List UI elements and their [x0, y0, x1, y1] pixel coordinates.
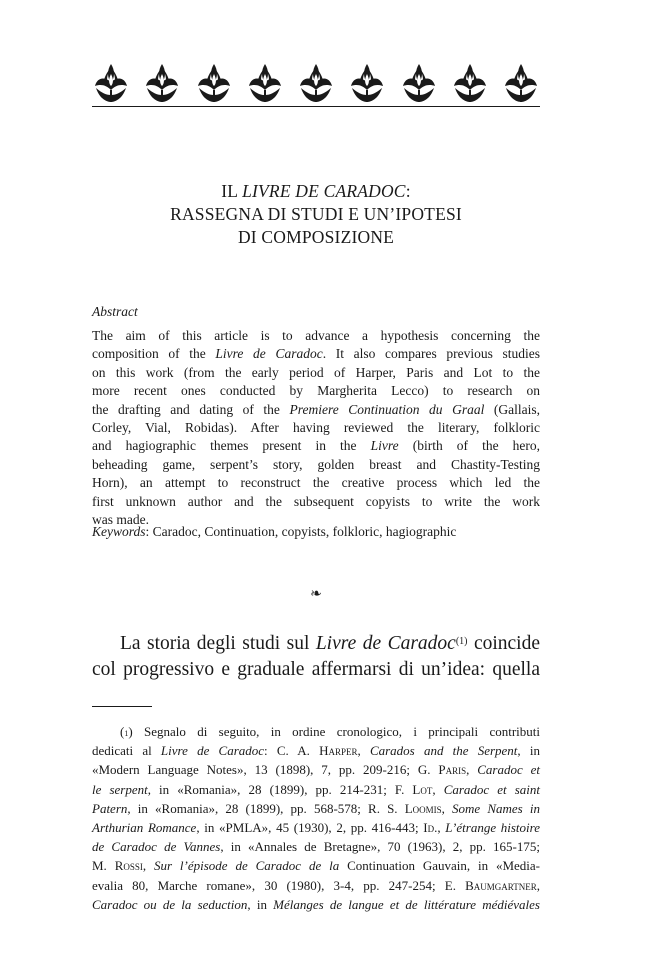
footnote-marker: 1 — [124, 729, 129, 738]
body-line: La storia degli studi sul Livre de Caradoc$^{(1)}$ coincide — [120, 633, 541, 654]
footnote-line: «Modern Language Notes», 13 (1898), 7, pp. 209-216; G. Paris, Caradoc et — [92, 762, 540, 778]
footnote-line: evalia 80, Marche romane», 30 (1980), 3-4, pp. 247-254; E. Baumgartner, — [92, 877, 540, 893]
footnote-line: de Caradoc de Vannes, in «Annales de Bretagne», 70 (1963), 2, pp. 165-175; — [92, 839, 540, 855]
lotus-ornament-icon — [451, 60, 489, 104]
keywords — [92, 523, 540, 541]
abstract-text — [92, 327, 540, 529]
footnote-ref[interactable]: (1) — [455, 636, 468, 647]
abstract-line: beheading game, serpent’s story, golden breast and Chastity-Testing — [92, 456, 540, 472]
title-line-1: IL LIVRE DE CARADOC: — [221, 181, 411, 201]
body-paragraph — [92, 631, 540, 683]
title-line-3: DI COMPOSIZIONE — [237, 227, 395, 247]
fleuron-icon: ❧ — [310, 587, 322, 602]
lotus-ornament-icon — [297, 60, 335, 104]
footnote — [92, 722, 540, 914]
footnote-line: Caradoc ou de la seduction, in Mélanges de langue et de littérature médiévales — [92, 896, 540, 912]
footnote-line: dedicati al Livre de Caradoc: C. A. Harper, Carados and the Serpent, in — [92, 743, 540, 759]
lotus-ornament-icon — [502, 60, 540, 104]
header-rule — [92, 106, 540, 107]
abstract-line: and hagiographic themes present in the Livre (birth of the hero, — [92, 438, 541, 454]
footnote-line: Arthurian Romance, in «PMLA», 45 (1930), 2, pp. 416-443; Id., L’étrange histoire — [92, 819, 540, 835]
keywords-label: Keywords — [92, 524, 146, 539]
lotus-ornament-icon — [195, 60, 233, 104]
footnote-line: ($^1$) Segnalo di seguito, in ordine cronologico, i principali contributi — [120, 724, 540, 739]
abstract-line: the drafting and dating of the Premiere Continuation du Graal (Gallais, — [92, 401, 540, 417]
footnote-rule — [92, 706, 152, 707]
abstract-line: The aim of this article is to advance a hypothesis concerning the — [92, 328, 540, 343]
footnote-line: M. Rossi, Sur l’épisode de Caradoc de la Continuation Gauvain, in «Media- — [92, 858, 540, 874]
lotus-ornament-icon — [92, 60, 130, 104]
abstract-line: on this work (from the early period of Harper, Paris and Lot to the — [92, 364, 540, 380]
lotus-ornament-icon — [400, 60, 438, 104]
abstract-line: first unknown author and the subsequent copyists to write the work — [92, 493, 540, 509]
footnote-line: le serpent, in «Romania», 28 (1899), pp. 214-231; F. Lot, Caradoc et saint — [92, 781, 540, 797]
abstract-line: composition of the Livre de Caradoc. It also compares previous studies — [92, 346, 540, 362]
keywords-list: : Caradoc, Continuation, copyists, folkloric, hagiographic — [145, 524, 457, 539]
ornament-band — [92, 60, 540, 104]
lotus-ornament-icon — [246, 60, 284, 104]
lotus-ornament-icon — [348, 60, 386, 104]
footnote-line: Patern, in «Romania», 28 (1899), pp. 568-578; R. S. Loomis, Some Names in — [92, 800, 540, 816]
abstract-line: Horn), an attempt to reconstruct the creative process which led the — [92, 475, 540, 491]
body-line: col progressivo e graduale affermarsi di un’idea: quella — [92, 659, 540, 680]
lotus-ornament-icon — [143, 60, 181, 104]
abstract-label: Abstract — [92, 304, 138, 319]
article-title — [92, 180, 540, 249]
title-line-2: RASSEGNA DI STUDI E UN’IPOTESI — [170, 204, 462, 224]
abstract-line: was made. — [92, 511, 149, 527]
abstract-line: more recent ones conducted by Margherita Lecco) to research on — [92, 383, 540, 399]
abstract-line: Corley, Vial, Robidas). After having reviewed the literary, folkloric — [92, 419, 540, 435]
